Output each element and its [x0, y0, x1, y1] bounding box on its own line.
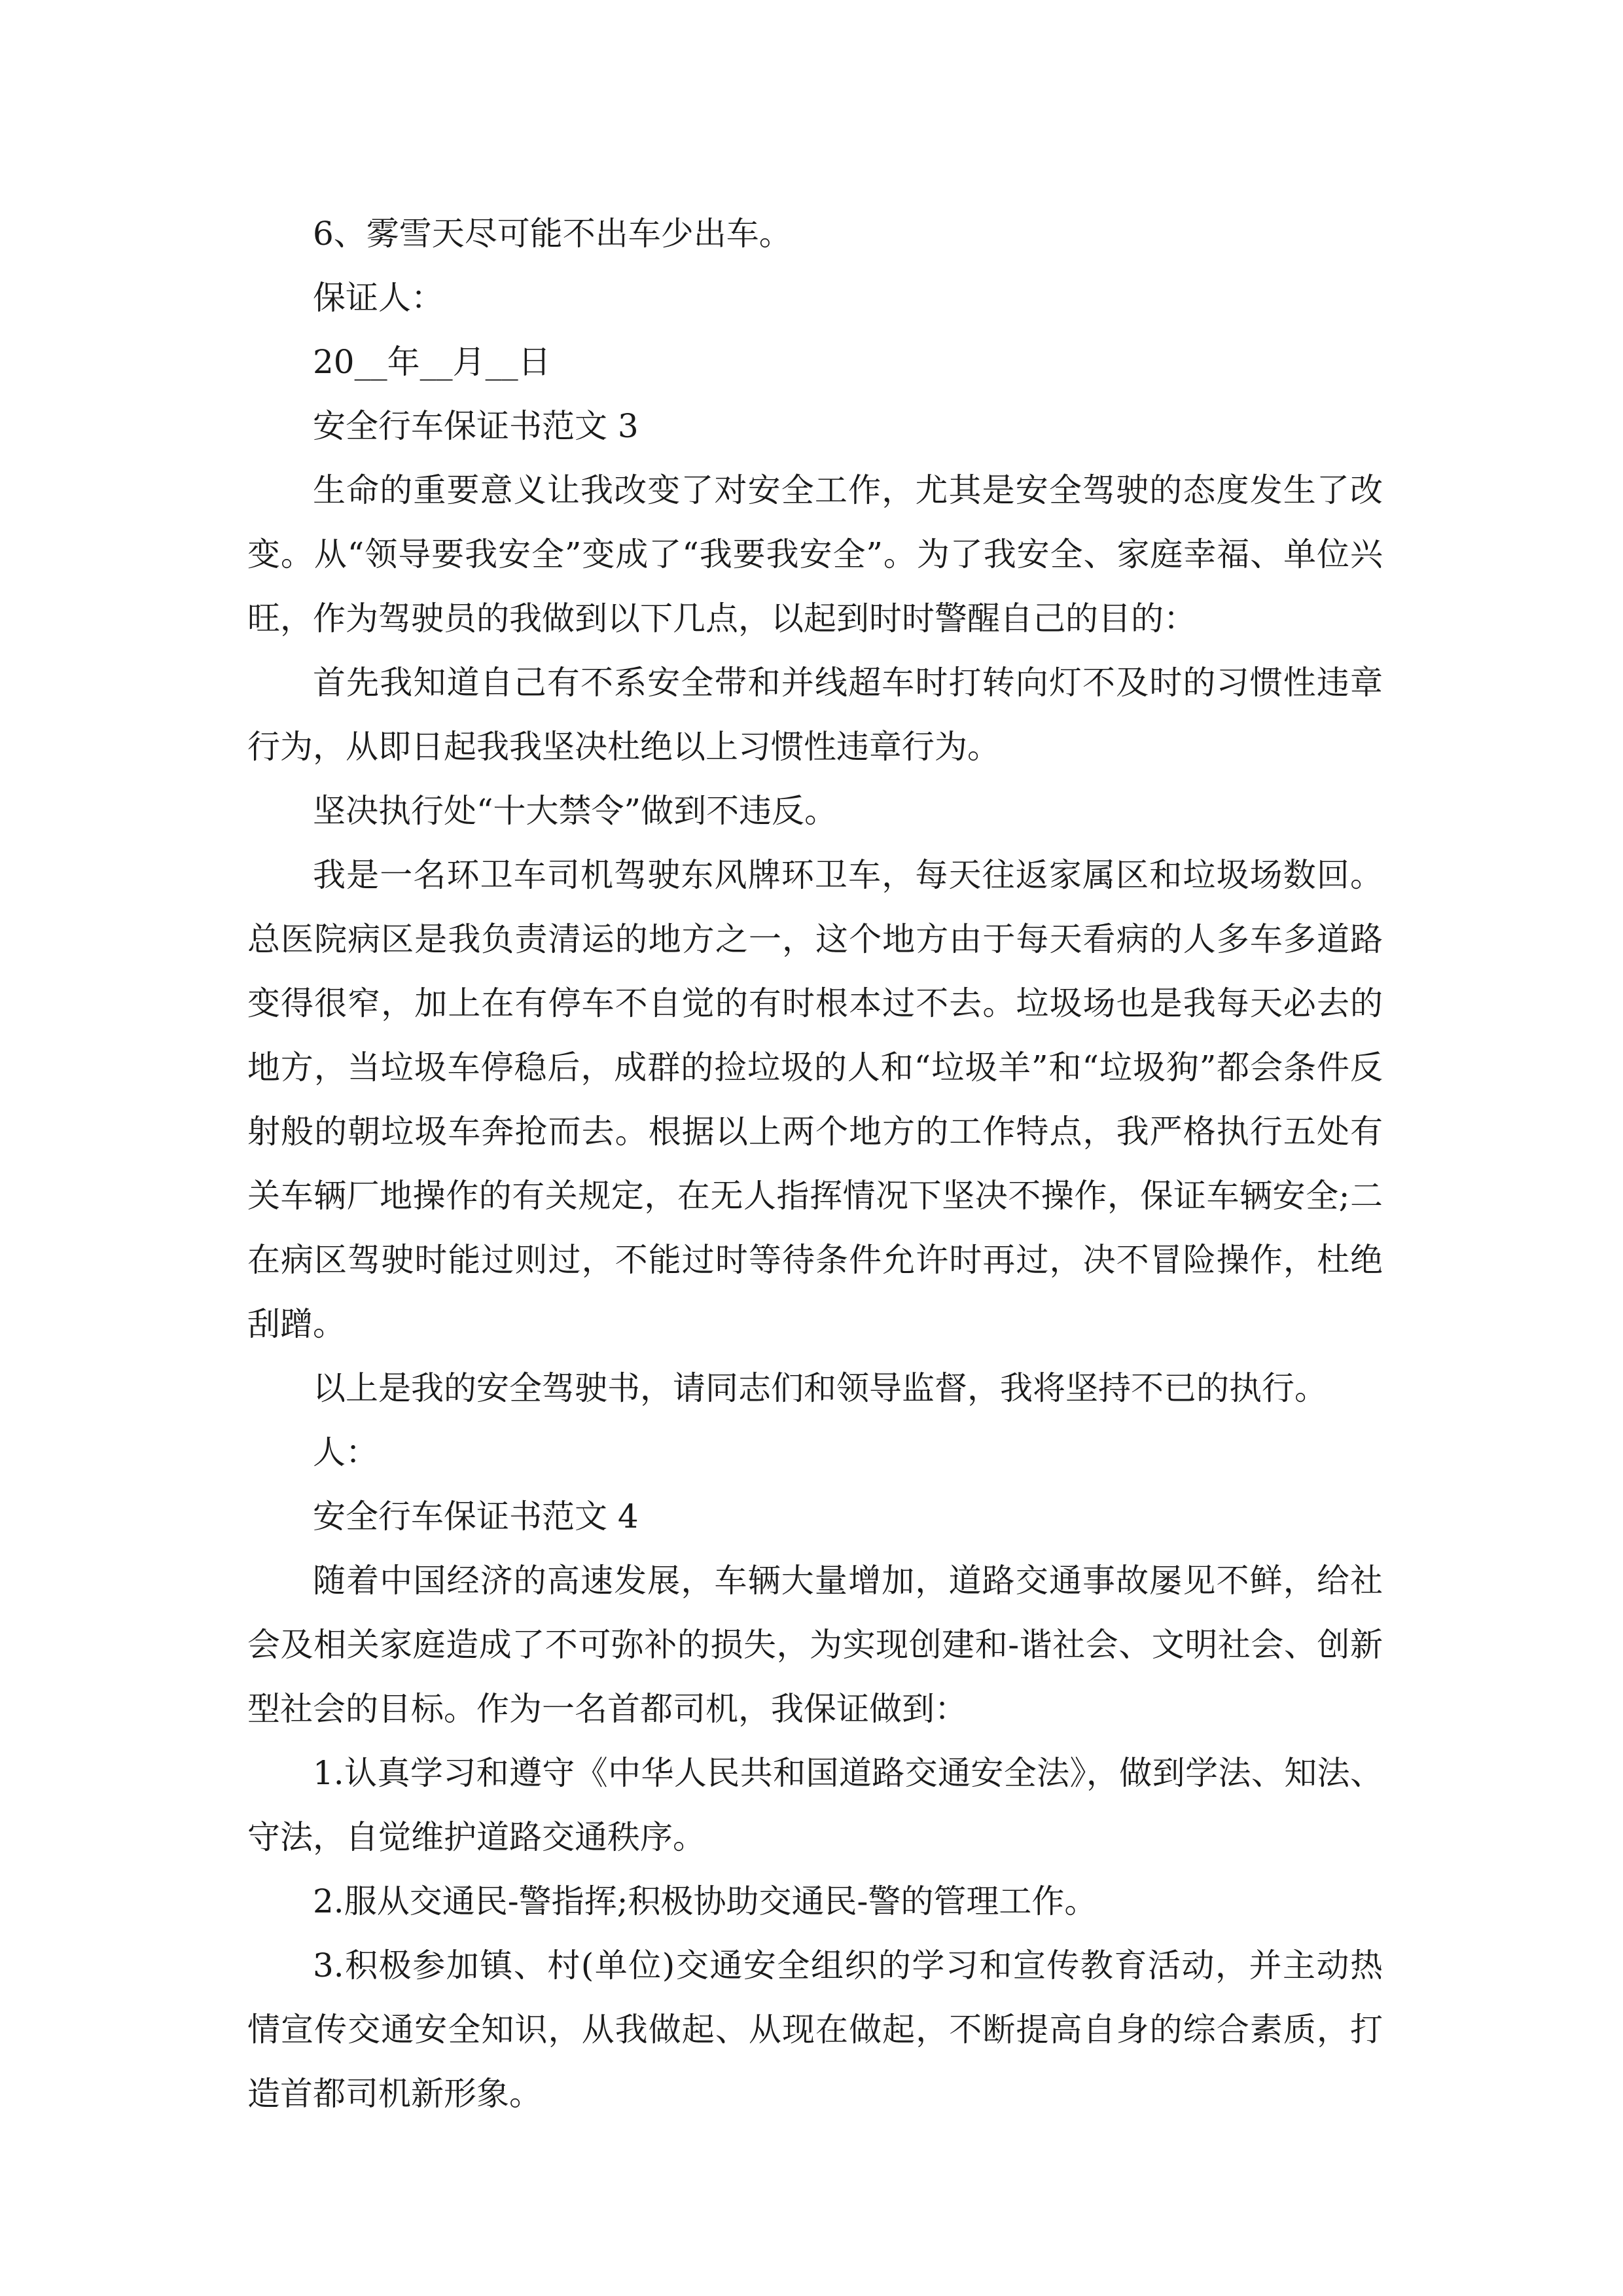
paragraph-sanitation-driver: 我是一名环卫车司机驾驶东风牌环卫车，每天往返家属区和垃圾场数回。总医院病区是我负责清运的地方之一，这个地方由于每天看病的人多车多道路变得很窄，加上在有停车不自觉的有时根本过不去。垃圾场也是我每天必去的地方，当垃圾车停稳后，成群的捡垃圾的人和“垃圾羊”和“垃圾狗”都会条件反射般的朝垃圾车奔抢而去。根据以上两个地方的工作特点，我严格执行五处有关车辆厂地操作的有关规定，在无人指挥情况下坚决不操作，保证车辆安全;二在病区驾驶时能过则过，不能过时等待条件允许时再过，决不冒险操作，杜绝刮蹭。 — [247, 856, 1383, 1343]
paragraph-ten-prohibitions: 坚决执行处“十大禁令”做到不违反。 — [313, 792, 838, 830]
paragraph-item-3: 3.积极参加镇、村(单位)交通安全组织的学习和宣传教育活动，并主动热情宣传交通安全知识，从我做起、从现在做起，不断提高自身的综合素质，打造首都司机新形象。 — [247, 1946, 1383, 2113]
paragraph-life-meaning: 生命的重要意义让我改变了对安全工作，尤其是安全驾驶的态度发生了改变。从“领导要我安全”变成了“我要我安全”。为了我安全、家庭幸福、单位兴旺，作为驾驶员的我做到以下几点，以起到时时警醒自己的目的： — [247, 471, 1383, 637]
paragraph-economic-growth: 随着中国经济的高速发展，车辆大量增加，道路交通事故屡见不鲜，给社会及相关家庭造成了不可弥补的损失，为实现创建和-谐社会、文明社会、创新型社会的目标。作为一名首都司机，我保证做到： — [247, 1562, 1383, 1728]
paragraph-date-line: 20__年__月__日 — [313, 343, 551, 381]
paragraph-item-2: 2.服从交通民-警指挥;积极协助交通民-警的管理工作。 — [313, 1882, 1097, 1920]
document-body — [247, 202, 1383, 2126]
paragraph-seatbelt-habit: 首先我知道自己有不系安全带和并线超车时打转向灯不及时的习惯性违章行为，从即日起我我坚决杜绝以上习惯性违章行为。 — [247, 664, 1383, 766]
section-title-sample-4: 安全行车保证书范文 4 — [313, 1498, 639, 1535]
paragraph-supervision: 以上是我的安全驾驶书，请同志们和领导监督，我将坚持不已的执行。 — [313, 1369, 1327, 1407]
paragraph-fog-snow-rule: 6、雾雪天尽可能不出车少出车。 — [313, 215, 792, 253]
section-title-sample-3: 安全行车保证书范文 3 — [313, 407, 639, 445]
paragraph-item-1: 1.认真学习和遵守《中华人民共和国道路交通安全法》，做到学法、知法、守法，自觉维护道路交通秩序。 — [247, 1754, 1383, 1856]
paragraph-guarantor-label: 保证人： — [313, 279, 444, 317]
paragraph-person-label: 人： — [313, 1433, 378, 1471]
